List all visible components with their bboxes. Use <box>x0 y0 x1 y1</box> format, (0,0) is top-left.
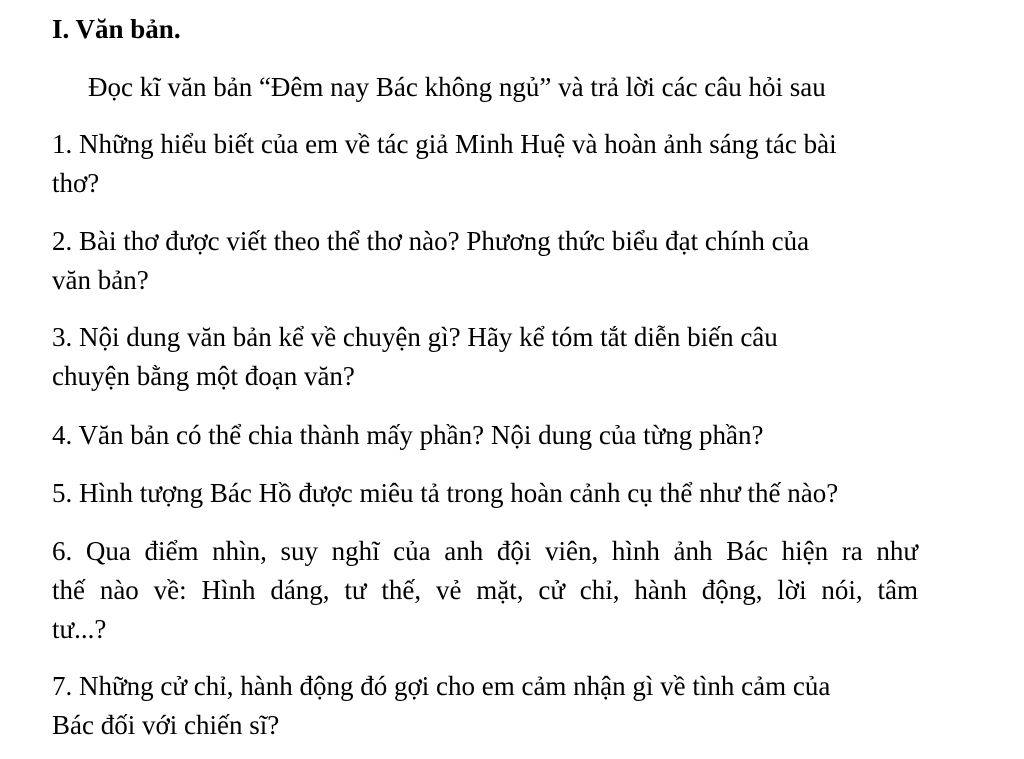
question-line: chuyện bằng một đoạn văn? <box>52 361 355 391</box>
question-line: 5. Hình tượng Bác Hồ được miêu tả trong hoàn cảnh cụ thể như thế nào? <box>52 478 839 508</box>
question-line: thơ? <box>52 168 100 198</box>
question-line: Bác đối với chiến sĩ? <box>52 710 280 740</box>
question-1 <box>52 125 918 203</box>
question-5 <box>52 474 918 513</box>
question-7 <box>52 667 918 745</box>
intro-paragraph: Đọc kĩ văn bản “Đêm nay Bác không ngủ” và trả lời các câu hỏi sau <box>88 72 826 102</box>
question-2 <box>52 222 918 300</box>
question-line: 7. Những cử chỉ, hành động đó gợi cho em cảm nhận gì về tình cảm của <box>52 671 831 701</box>
question-line: 4. Văn bản có thể chia thành mấy phần? Nội dung của từng phần? <box>52 420 764 450</box>
question-3 <box>52 318 918 396</box>
question-line: tư...? <box>52 614 107 644</box>
question-line: 2. Bài thơ được viết theo thể thơ nào? Phương thức biểu đạt chính của <box>52 226 810 256</box>
question-line: 3. Nội dung văn bản kể về chuyện gì? Hãy kể tóm tắt diễn biến câu <box>52 322 778 352</box>
question-line: 6. Qua điểm nhìn, suy nghĩ của anh đội viên, hình ảnh Bác hiện ra như <box>52 536 918 566</box>
question-6 <box>52 532 918 649</box>
question-line: thế nào về: Hình dáng, tư thế, vẻ mặt, cử chỉ, hành động, lời nói, tâm <box>52 575 918 605</box>
question-line: 1. Những hiểu biết của em về tác giả Minh Huệ và hoàn ảnh sáng tác bài <box>52 129 837 159</box>
section-heading: I. Văn bản. <box>52 14 181 44</box>
question-line: văn bản? <box>52 265 149 295</box>
question-4 <box>52 416 918 455</box>
